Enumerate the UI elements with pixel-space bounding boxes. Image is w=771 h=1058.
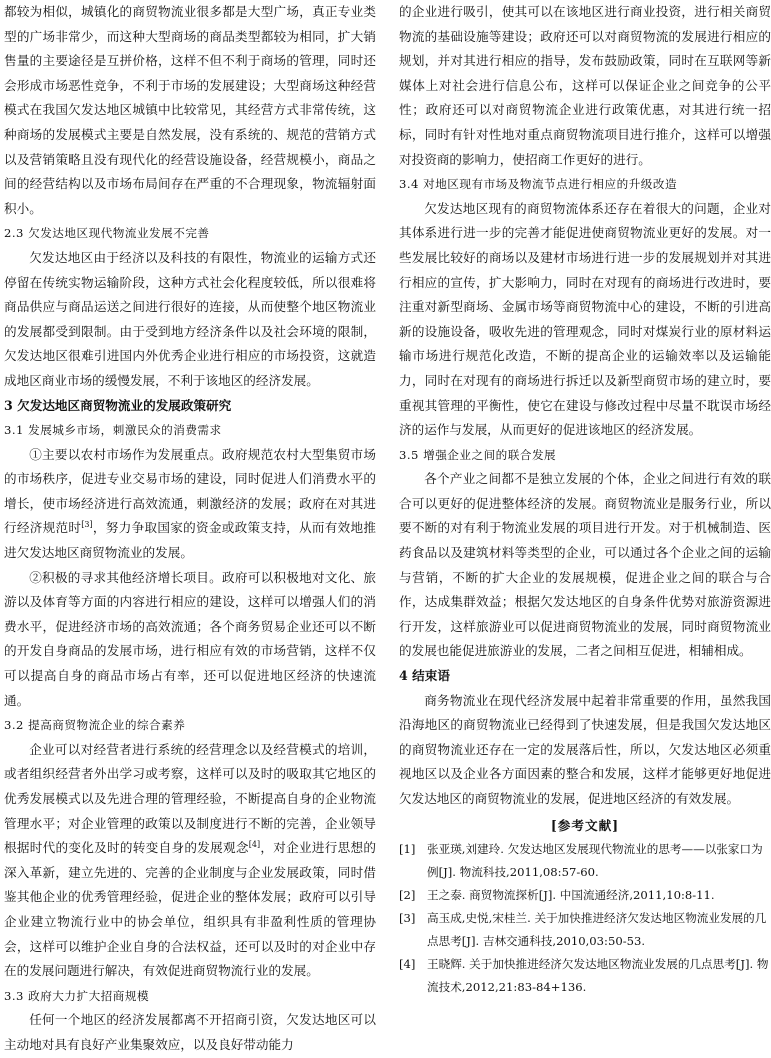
heading-3-2: 3.2 提高商贸物流企业的综合素养	[4, 718, 186, 733]
paragraph-4: 商务物流业在现代经济发展中起着非常重要的作用，虽然我国沿海地区的商贸物流业已经得到了快速发展，但是我国欠发达地区的商贸物流业还存在一定的发展落后性，所以，欠发达地区必须重视地区以及企业各方面因素的整合和发展，这样才能够更好地促进欠发达地区的商贸物流业的发展，促进地区经济的有效发展。	[399, 692, 771, 806]
reference-text: 张亚瑛,刘建玲. 欠发达地区发展现代物流业的思考——以张家口为例[J]. 物流科技,2011,08:57-60.	[427, 842, 763, 880]
heading-3-1: 3.1 发展城乡市场，刺激民众的消费需求	[4, 423, 222, 438]
reference-item	[399, 884, 771, 907]
paragraph-3-4: 欠发达地区现有的商贸物流体系还存在着很大的问题，企业对其体系进行进一步的完善才能促进使商贸物流业更好的发展。对一些发展比较好的商场以及建材市场进行进一步的发展规划并对其进行相应的宣传，扩大影响力，同时在对现有的商场进行改进时，要注重对新型商场、金属市场等商贸物流中心的建设，不断的引进高新的设施设备，吸收先进的管理观念，同时对煤炭行业的原材料运输市场进行规范化改造，不断的提高企业的运输效率以及运输能力，同时在对现有的商场进行拆迁以及新型商贸市场的建立时，要重视其管理的平衡性，使它在建设与修改过程中尽量不耽误市场经济的运作与发展，从而更好的促进该地区的经济发展。	[399, 200, 771, 438]
heading-2-3: 2.3 欠发达地区现代物流业发展不完善	[4, 226, 210, 241]
paragraph-3-3: 任何一个地区的经济发展都离不开招商引资，欠发达地区可以主动地对具有良好产业集聚效应，以及良好带动能力	[4, 1012, 376, 1052]
reference-text: 高玉成,史悦,宋桂兰. 关于加快推进经济欠发达地区物流业发展的几点思考[J]. 吉林交通科技,2010,03:50-53.	[427, 911, 767, 949]
paragraph-3-3-continued: 的企业进行吸引，使其可以在该地区进行商业投资，进行相关商贸物流的基础设施等建设；政府还可以对商贸物流的发展进行相应的规划，并对其进行相应的指导，发布鼓励政策，同时在互联网等新媒体上对社会进行信息公布，这样可以保证企业之间竞争的公平性；政府还可以对商贸物流企业进行政策优惠，对其进行统一招标，同时有针对性地对重点商贸物流项目进行推介，这样可以增强对投资商的影响力，使招商工作更好的进行。	[399, 4, 771, 167]
paragraph-3-1-b: ②积极的寻求其他经济增长项目。政府可以积极地对文化、旅游以及体育等方面的内容进行相应的建设，这样可以增强人们的消费水平，促进经济市场的高效流通；各个商务贸易企业还可以不断的开发自身商品的发展市场，进行相应有效的市场营销，这样不仅可以提高自身的商品市场占有率，还可以促进地区经济的快速流通。	[4, 569, 376, 708]
reference-number: [4]	[399, 957, 416, 972]
paragraph-3-2-text: 企业可以对经营者进行系统的经营理念以及经营模式的培训，或者组织经营者外出学习或考察，这样可以及时的吸取其它地区的优秀发展模式以及先进合理的管理经验，不断提高自身的企业物流管理水平；对企业管理的政策以及制度进行不断的完善，企业领导根据时代的变化及时的转变自身的发展观念	[4, 741, 376, 856]
citation-4: [4]	[248, 840, 261, 849]
heading-3: 3 欠发达地区商贸物流业的发展政策研究	[4, 397, 232, 413]
paragraph-intro-continued: 都较为相似，城镇化的商贸物流业很多都是大型广场，真正专业类型的广场非常少，而这种大型商场的商品类型都较为相同，扩大销售量的主要途径是互拼价格，这样不但不利于商场的管理，同时还会形成市场恶性竞争，不利于市场的发展建设；大型商场这种经营模式在我国欠发达地区城镇中比较常见，其经营方式非常传统，这种商场的发展模式主要是自然发展，没有系统的、规范的营销方式以及营销策略且没有现代化的经营设施设备，经营规模小，商品之间的经营结构以及市场布局间存在严重的不合理现象，物流辐射面积小。	[4, 4, 376, 216]
reference-text: 王晓辉. 关于加快推进经济欠发达地区物流业发展的几点思考[J]. 物流技术,2012,21:83-84+136.	[427, 957, 769, 995]
paragraph-3-1-a-text: ①主要以农村市场作为发展重点。政府规范农村大型集贸市场的市场秩序，促进专业交易市场的建设，同时促进人们消费水平的增长，使市场经济进行高效流通，刺激经济的发展；政府在对其进行经济规范时	[4, 446, 376, 536]
paragraph-2-3: 欠发达地区由于经济以及科技的有限性，物流业的运输方式还停留在传统实物运输阶段，这种方式社会化程度较低，所以很难将商品供应与商品运送之间进行很好的连接，从而使整个地区物流业的发展都受到限制。由于受到地方经济条件以及社会环境的限制，欠发达地区很难引进国内外优秀企业进行相应的市场投资，这就造成地区商业市场的缓慢发展，不利于该地区的经济发展。	[4, 249, 376, 388]
left-column	[4, 0, 377, 1052]
paragraph-3-5: 各个产业之间都不是独立发展的个体，企业之间进行有效的联合可以更好的促进整体经济的发展。商贸物流业是服务行业，所以要不断的对有利于物流业发展的项目进行开发。对于机械制造、医药食品以及建筑材料等类型的企业，可以通过各个企业之间的运输与营销，不断的扩大企业的发展规模，促进企业之间的联合与合作，达成集群效益；根据欠发达地区的自身条件优势对旅游资源进行开发，这样旅游业可以促进商贸物流业的发展，同时商贸物流业的发展也能促进旅游业的发展，二者之间相互促进，相辅相成。	[399, 471, 771, 659]
heading-3-4: 3.4 对地区现有市场及物流节点进行相应的升级改造	[399, 177, 678, 192]
paragraph-3-1-a-text-end: ，努力争取国家的资金或政策支持，从而有效地推进欠发达地区商贸物流业的发展。	[4, 520, 377, 561]
reference-number: [2]	[399, 888, 416, 903]
citation-3: [3]	[81, 520, 93, 530]
reference-item	[399, 953, 771, 999]
reference-item	[399, 838, 771, 884]
reference-item	[399, 907, 771, 953]
references-title: [参考文献]	[550, 817, 620, 833]
references-list	[399, 838, 771, 999]
right-column	[399, 0, 771, 1034]
paragraph-3-2-text-end: ，对企业进行思想的深入革新，建立先进的、完善的企业制度与企业发展政策，同时借鉴其他企业的优秀管理经验，促进企业的整体发展；政府可以引导企业建立物流行业中的协会单位，组织具有非盈利性质的管理协会，这样可以维护企业自身的合法权益，还可以及时的对企业中存在的发展问题进行解决，有效促进商贸物流行业的发展。	[4, 840, 377, 979]
heading-3-5: 3.5 增强企业之间的联合发展	[399, 447, 557, 462]
reference-number: [3]	[399, 911, 416, 926]
reference-text: 王之泰. 商贸物流探析[J]. 中国流通经济,2011,10:8-11.	[427, 888, 715, 903]
reference-number: [1]	[399, 842, 416, 857]
paragraph-3-1-a	[4, 443, 376, 566]
heading-3-3: 3.3 政府大力扩大招商规模	[4, 988, 150, 1003]
paragraph-3-2	[4, 738, 376, 984]
heading-4: 4 结束语	[399, 668, 450, 684]
